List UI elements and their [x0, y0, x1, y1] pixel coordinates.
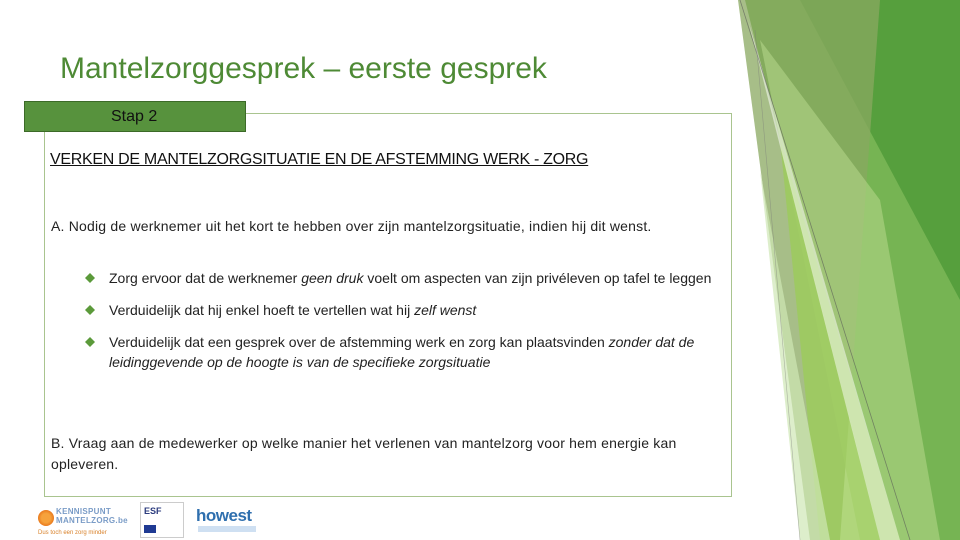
diamond-bullet-icon	[85, 273, 95, 283]
howest-logo: howest	[196, 506, 260, 536]
paragraph-a: A. Nodig de werknemer uit het kort te hebben over zijn mantelzorgsituatie, indien hij dit wenst.	[51, 218, 652, 234]
bullet-text-before: Verduidelijk dat een gesprek over de afstemming werk en zorg kan plaatsvinden	[109, 334, 609, 350]
list-item	[85, 332, 725, 372]
eu-flag-icon	[144, 525, 156, 533]
bullet-text-italic: zonder dat de leidinggevende op de hoogte is van de specifieke zorgsituatie	[109, 334, 695, 370]
list-item	[85, 268, 725, 288]
bullet-text-italic: zelf wenst	[414, 302, 477, 318]
bullet-text-before: Verduidelijk dat hij enkel hoeft te vertellen wat hij	[109, 302, 415, 318]
list-item	[85, 300, 725, 320]
bullet-list	[85, 268, 725, 384]
bullet-text-before: Zorg ervoor dat de werknemer	[109, 270, 302, 286]
bullet-text-italic: geen druk	[301, 270, 364, 286]
step-label: Stap 2	[111, 108, 158, 125]
step-tab	[24, 101, 246, 132]
kennispunt-mantelzorg-logo: KENNISPUNT MANTELZORG.be Dus toch een zorg minder	[38, 507, 128, 536]
page-title: Mantelzorggesprek – eerste gesprek	[60, 52, 547, 85]
footer-logos	[36, 502, 266, 538]
diamond-bullet-icon	[85, 305, 95, 315]
esf-logo: ESF	[140, 502, 184, 538]
section-heading: VERKEN DE MANTELZORGSITUATIE EN DE AFSTEMMING WERK - ZORG	[50, 151, 589, 168]
diamond-bullet-icon	[85, 337, 95, 347]
paragraph-b: B. Vraag aan de medewerker op welke manier het verlenen van mantelzorg voor hem energie kan opleveren.	[51, 435, 677, 472]
bullet-text-after: voelt om aspecten van zijn privéleven op tafel te leggen	[363, 270, 712, 286]
sun-icon	[38, 510, 54, 526]
